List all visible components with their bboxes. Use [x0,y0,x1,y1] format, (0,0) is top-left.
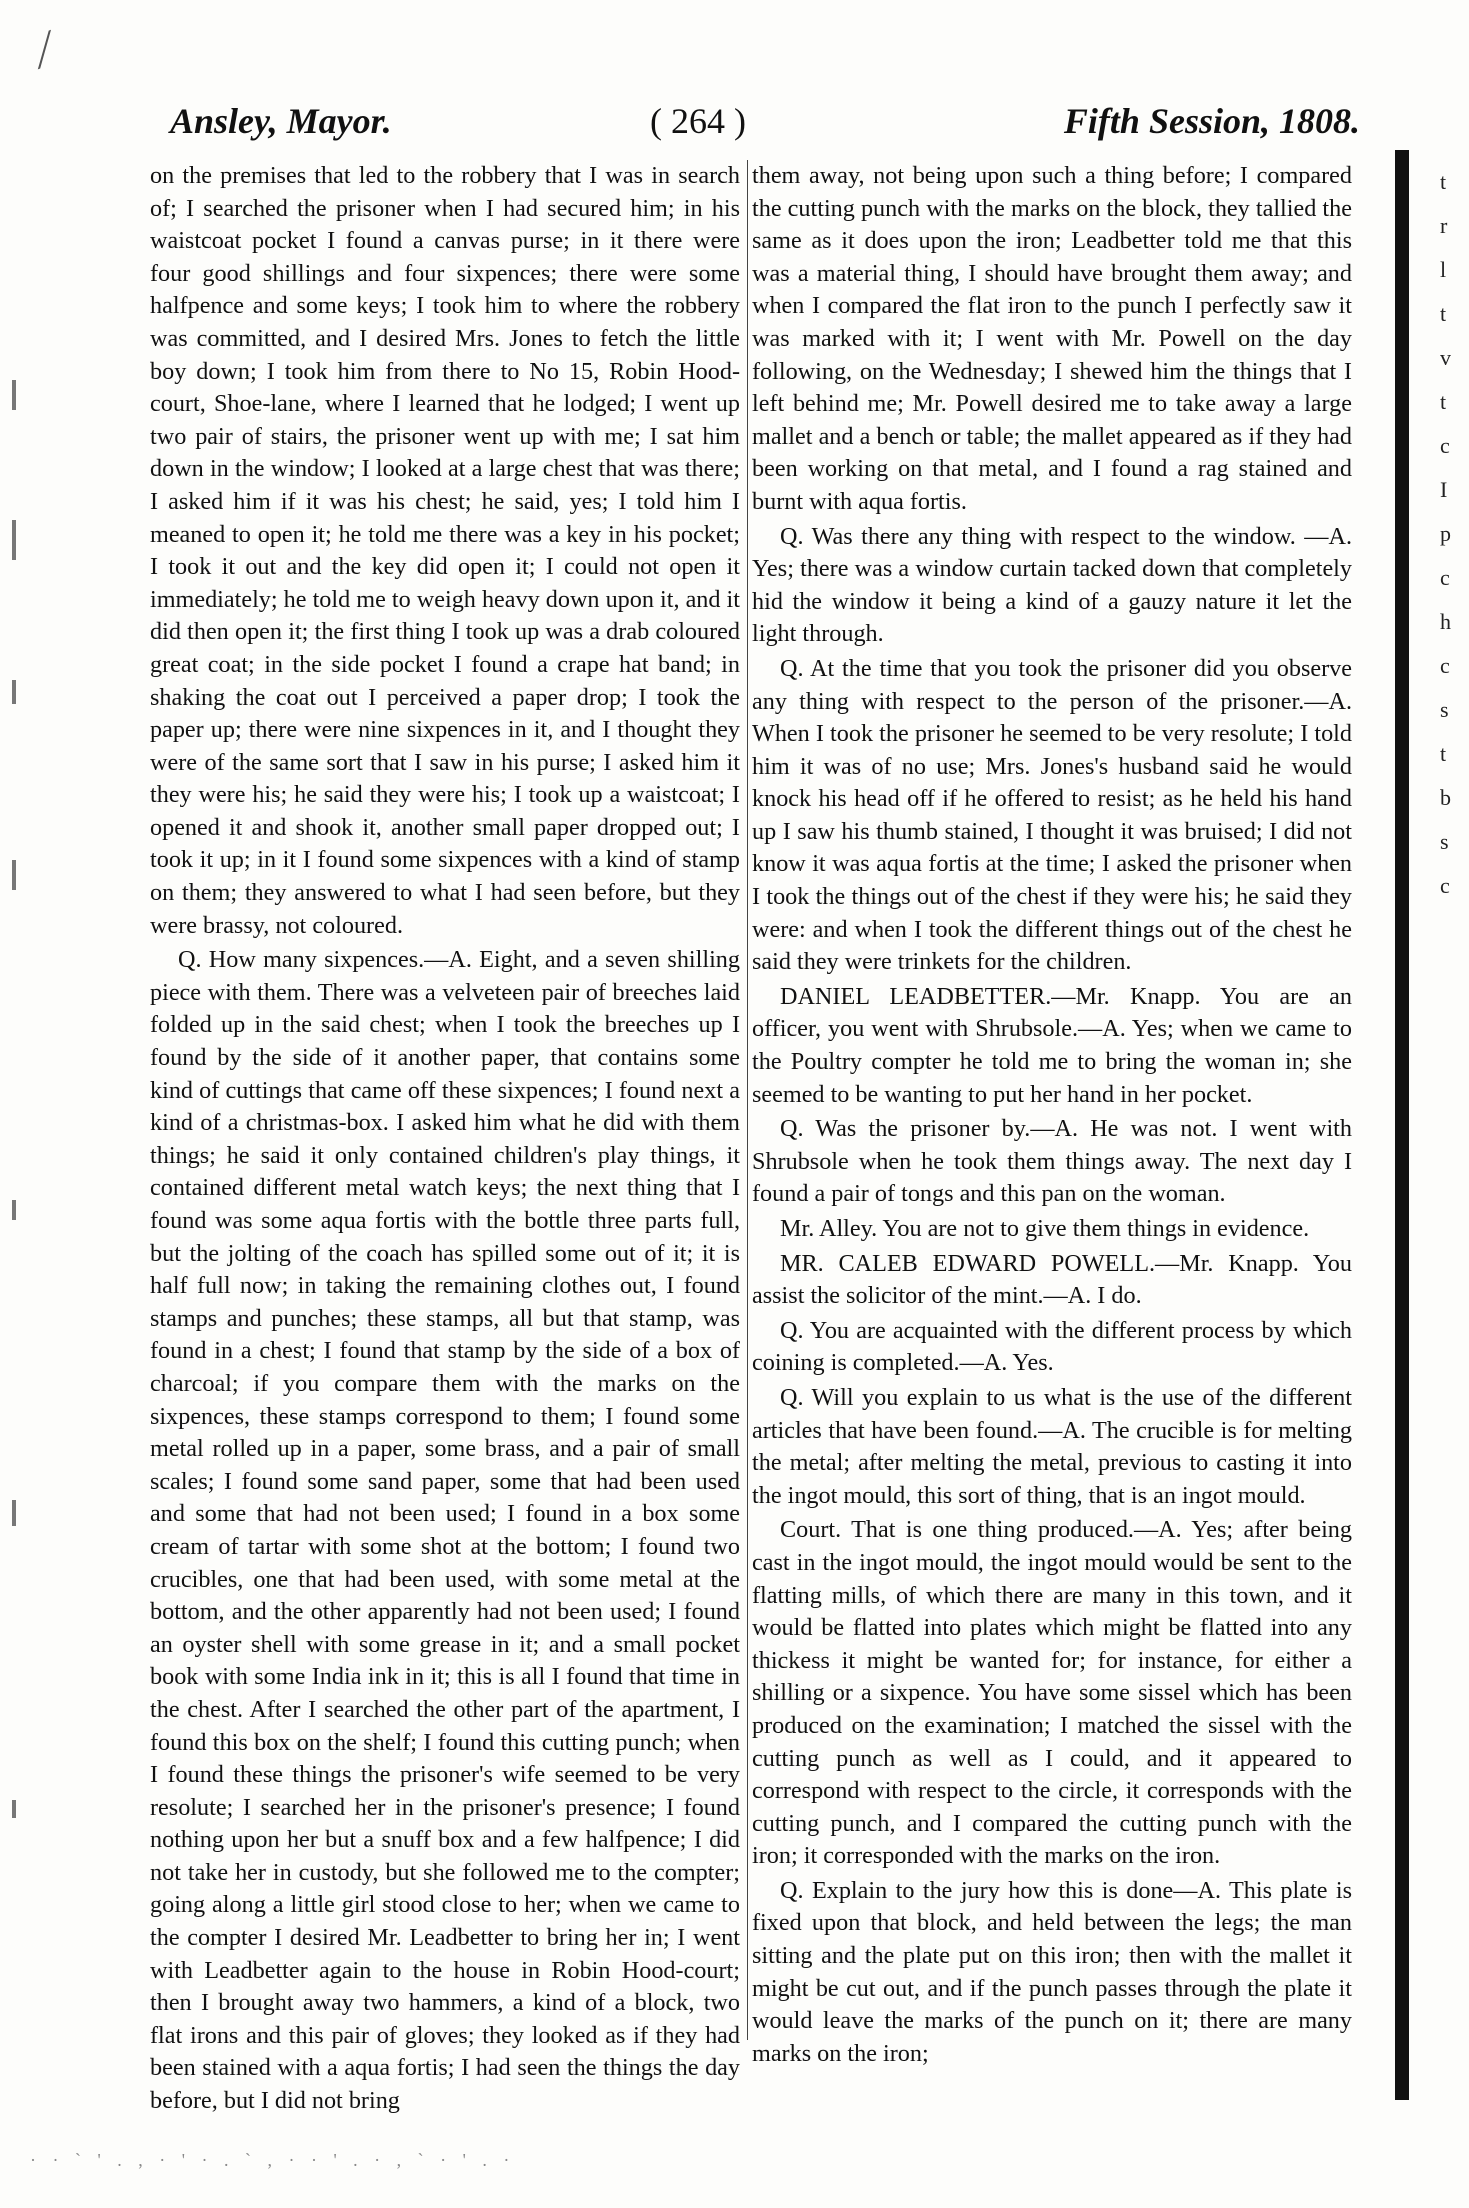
margin-tick [12,860,16,890]
paragraph: DANIEL LEADBETTER.—Mr. Knapp. You are an officer, you went with Shrubsole.—A. Yes; when we came to the Poultry compter he told me to bring the woman in; she seemed to be wanting to put her hand in her pocket. [752,982,1352,1108]
header-right: Fifth Session, 1808. [1063,101,1360,141]
fragment-letter: I [1440,477,1448,502]
fragment-letter: t [1440,741,1447,766]
fragment-letter: s [1440,697,1449,722]
margin-tick [12,520,16,560]
fragment-letter: p [1440,521,1451,546]
fragment-letter: s [1440,829,1449,854]
fragment-letter: c [1440,653,1450,678]
print-noise: · · ` ' . , · ' · . ` , · · ' . · , ` · ' . · [30,2150,516,2170]
header-left: Ansley, Mayor. [170,101,392,141]
fragment-letter: t [1440,301,1447,326]
paragraph: Q. You are acquainted with the different process by which coining is completed.—A. Yes. [752,1316,1352,1377]
margin-tick [12,1500,16,1526]
column-divider [747,160,748,2040]
paragraph: Court. That is one thing produced.—A. Yes; after being cast in the ingot mould, the ingot mould would be sent to the flatting mills, of which there are many in this town, and it would be flatted into plates which might be flatted into any thickess it might be wanted for; for instance, for either a shilling or a sixpence. You have some sissel which has been produced on the examination; I matched the sissel with the cutting punch as well as I could, and it appeared to correspond with respect to the circle, it corresponds with the cutting punch, and I compared the cutting punch with the iron; it corresponded with the marks on the iron. [752,1516,1352,1870]
fragment-letter: c [1440,433,1450,458]
paragraph: Q. Explain to the jury how this is done—A. This plate is fixed upon that block, and held between the legs; the man sitting and the plate put on this iron; then with the mallet it might be cut out, and if the punch passes through the plate it would leave the marks of the punch on it; there are many marks on the iron; [752,1876,1352,2067]
running-head [150,100,1360,156]
paragraph: MR. CALEB EDWARD POWELL.—Mr. Knapp. You assist the solicitor of the mint.—A. I do. [752,1249,1352,1310]
fragment-letter: c [1440,565,1450,590]
margin-tick [12,1800,16,1818]
fragment-letter: c [1440,873,1450,898]
paragraph: Q. Was the prisoner by.—A. He was not. I went with Shrubsole when he took them things away. The next day I found a pair of tongs and this pan on the woman. [752,1115,1352,1208]
margin-tick [12,1200,16,1220]
paragraph: on the premises that led to the robbery that I was in search of; I searched the prisoner when I had secured him; in his waistcoat pocket I found a canvas purse; in it there were four good shillings and four sixpences; there were some halfpence and some keys; I took him to where the robbery was committed, and I desired Mrs. Jones to fetch the little boy down; I took him from there to No 15, Robin Hood-court, Shoe-lane, where I learned that he lodged; I went up two pair of stairs, the prisoner went up with me; I sat him down in the window; I looked at a large chest that was there; I asked him if it was his chest; he said, yes; I told him I meaned to open it; he told me there was a key in his pocket; I took it out and the key did open it; I could not open it immediately; he told me to weigh heavy down upon it, and it did then open it; the first thing I took up was a drab coloured great coat; in the side pocket I found a crape hat band; in shaking the coat out I perceived a paper drop; I took the paper up; there were nine sixpences in it, and I thought they were of the same sort that I saw in his purse; I asked him it they were his; he said they were his; I took up a waistcoat; I opened it and shook it, another small paper dropped out; I took it up; in it I found some sixpences with a kind of stamp on them; they answered to what I had seen before, but they were brassy, not coloured. [150,162,740,939]
fragment-letter: h [1440,609,1451,634]
binding-shadow [1395,150,1409,2100]
fragment-letter: b [1440,785,1451,810]
right-column [752,160,1352,2072]
ink-scribble: ⁄ [30,21,58,77]
paragraph: Q. Will you explain to us what is the use of the different articles that have been found.—A. The crucible is for melting the metal; after melting the metal, previous to casting it into the ingot mould, this sort of thing, that is an ingot mould. [752,1383,1352,1509]
fragment-letter: t [1440,169,1447,194]
paragraph: Q. How many sixpences.—A. Eight, and a seven shilling piece with them. There was a velveteen pair of breeches laid folded up in the said chest; when I took the breeches up I found by the side of it another paper, that contains some kind of cuttings that came off these sixpences; I found next a kind of a christmas-box. I asked him what he did with them things; he said it only contained children's play things, it contained different metal watch keys; the next thing that I found was some aqua fortis with the bottle three parts full, but the jolting of the coach has spilled some out of it; it is half full now; in taking the remaining clothes out, I found stamps and punches; these stamps, all but that stamp, was found in a chest; I found that stamp by the side of a box of charcoal; if you compare them with the marks on the sixpences, these stamps correspond to them; I found some metal rolled up in a paper, some brass, and a pair of small scales; I found some sand paper, some that had been used and some that had not been used; I found in a box some cream of tartar with some shot at the bottom; I found two crucibles, one that had been used, with some metal at the bottom, and the other apparently had not been used; I found an oyster shell with some grease in it; and a small pocket book with some India ink in it; this is all I found that time in the chest. After I searched the other part of the apartment, I found this box on the shelf; I found this cutting punch; when I found these things the prisoner's wife seemed to be very resolute; I searched her in the prisoner's presence; I found nothing upon her but a snuff box and a few halfpence; I did not take her in custody, but she followed me to the compter; going along a little girl stood close to her; when we came to the compter I desired Mr. Leadbetter to bring her in; I went with Leadbetter again to the house in Robin Hood-court; then I brought away two hammers, a kind of a block, two flat irons and this pair of gloves; they looked as if they had been stained with a aqua fortis; I had seen the things the day before, but I did not bring [150,946,740,2115]
fragment-letter: r [1440,213,1448,238]
paragraph: Mr. Alley. You are not to give them things in evidence. [780,1215,1310,1242]
page-number: ( 264 ) [650,101,746,141]
paragraph: Q. At the time that you took the prisoner did you observe any thing with respect to the person of the prisoner.—A. When I took the prisoner he seemed to be very resolute; I told him it was of no use; Mrs. Jones's husband said he would knock his head off if he offered to resist; as he held his hand up I saw his thumb stained, I thought it was bruised; I did not know it was aqua fortis at the time; I asked the prisoner when I took the things out of the chest if they were his; he said they were: and when I took the different things out of the chest he said they were trinkets for the children. [752,654,1352,976]
fragment-letter: l [1440,257,1447,282]
margin-tick [12,380,16,410]
margin-marks [0,300,40,2000]
margin-tick [12,680,16,704]
fragment-letter: v [1440,345,1451,370]
paragraph: them away, not being upon such a thing before; I compared the cutting punch with the marks on the block, they tallied the same as it does upon the iron; Leadbetter told me that this was a material thing, I should have brought them away; and when I compared the flat iron to the punch I perfectly saw it was marked with it; I went with Mr. Powell on the day following, on the Wednesday; I shewed him the things that I left behind me; Mr. Powell desired me to take away a large mallet and a bench or table; the mallet appeared as if they had been working on that metal, and I found a rag stained and burnt with aqua fortis. [752,162,1352,515]
facing-page-fragment [1440,160,1469,908]
left-column [150,160,740,2120]
fragment-letter: t [1440,389,1447,414]
paragraph: Q. Was there any thing with respect to the window. —A. Yes; there was a window curtain tacked down that completely hid the window it being a kind of a gauzy nature it let the light through. [752,522,1352,648]
